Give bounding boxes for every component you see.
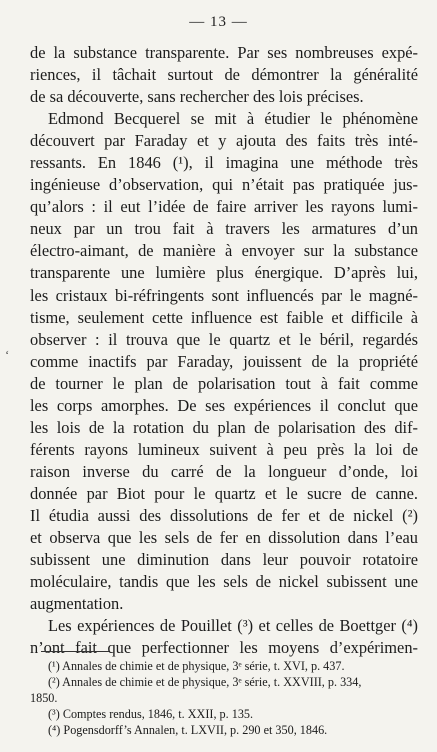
page-number: — 13 —	[189, 14, 248, 30]
text-line: les cristaux bi-réfringents sont influencés par le magné-	[30, 285, 418, 305]
text-line: les lois de la rotation du plan de polarisation des dif-	[30, 417, 418, 437]
body-text	[30, 42, 418, 659]
text-line: ressants. En 1846 (¹), il imagina une méthode très	[30, 153, 418, 173]
text-line: Les expériences de Pouillet (³) et celles de Boettger (⁴)	[48, 616, 418, 636]
text-line: électro-aimant, de manière à envoyer sur la substance	[30, 241, 418, 261]
text-line: et observa que les sels de fer en dissolution dans l’eau	[30, 528, 418, 548]
text-line: Edmond Becquerel se mit à étudier le phénomène	[48, 109, 418, 129]
text-line: qu’alors : il eut l’idée de faire arriver les rayons lumi-	[30, 197, 418, 217]
text-line: riences, il tâchait surtout de démontrer la généralité	[30, 65, 418, 85]
text-line: les corps amorphes. De ses expériences il conclut que	[30, 395, 418, 415]
footnote-divider	[41, 651, 109, 652]
text-line: ingénieuse d’observation, qui n’était pas pratiquée jus-	[30, 175, 418, 195]
text-line: observer : il trouva que le quartz et le béril, regardés	[30, 329, 418, 349]
margin-mark: ‘	[5, 347, 10, 362]
text-line: raison inverse du carré de la longueur d’onde, loi	[30, 461, 418, 481]
footnote: (⁴) Pogensdorff’s Annalen, t. LXVII, p. 290 et 350, 1846.	[48, 723, 328, 737]
text-line: tisme, seulement cette influence est faible et difficile à	[30, 307, 418, 327]
text-line: n’ont fait que perfectionner les moyens d’expérimen-	[30, 638, 418, 658]
text-line: comme inactifs par Faraday, jouissent de la propriété	[30, 351, 418, 371]
footnote: (²) Annales de chimie et de physique, 3ᵉ série, t. XXVIII, p. 334,	[48, 675, 362, 689]
text-line: de la substance transparente. Par ses nombreuses expé-	[30, 43, 418, 62]
text-line: moléculaire, tandis que les sels de nickel subissent une	[30, 572, 418, 592]
footnote: (¹) Annales de chimie et de physique, 3ᵉ série, t. XVI, p. 437.	[48, 659, 345, 673]
text-line: subissent une diminution dans leur pouvoir rotatoire	[30, 550, 418, 570]
footnote: (³) Comptes rendus, 1846, t. XXII, p. 135.	[48, 707, 254, 721]
text-line: de tourner le plan de polarisation tout à fait comme	[30, 373, 418, 393]
footnotes	[30, 658, 416, 738]
text-line: Il étudia aussi des dissolutions de fer et de nickel (²)	[30, 505, 418, 525]
footnote-continuation: 1850.	[30, 691, 58, 705]
text-line: de sa découverte, sans rechercher des lois précises.	[30, 87, 364, 107]
text-line: férents rayons lumineux suivent à peu près la loi de	[30, 439, 418, 459]
text-line: augmentation.	[30, 594, 124, 614]
text-line: neux par un trou fait à travers les armatures d’un	[30, 219, 418, 239]
text-line: transparente une lumière plus énergique. D’après lui,	[30, 263, 418, 283]
text-line: découvert par Faraday et y ajouta des faits très inté-	[30, 131, 418, 151]
text-line: donnée par Biot pour le quartz et le sucre de canne.	[30, 483, 418, 503]
